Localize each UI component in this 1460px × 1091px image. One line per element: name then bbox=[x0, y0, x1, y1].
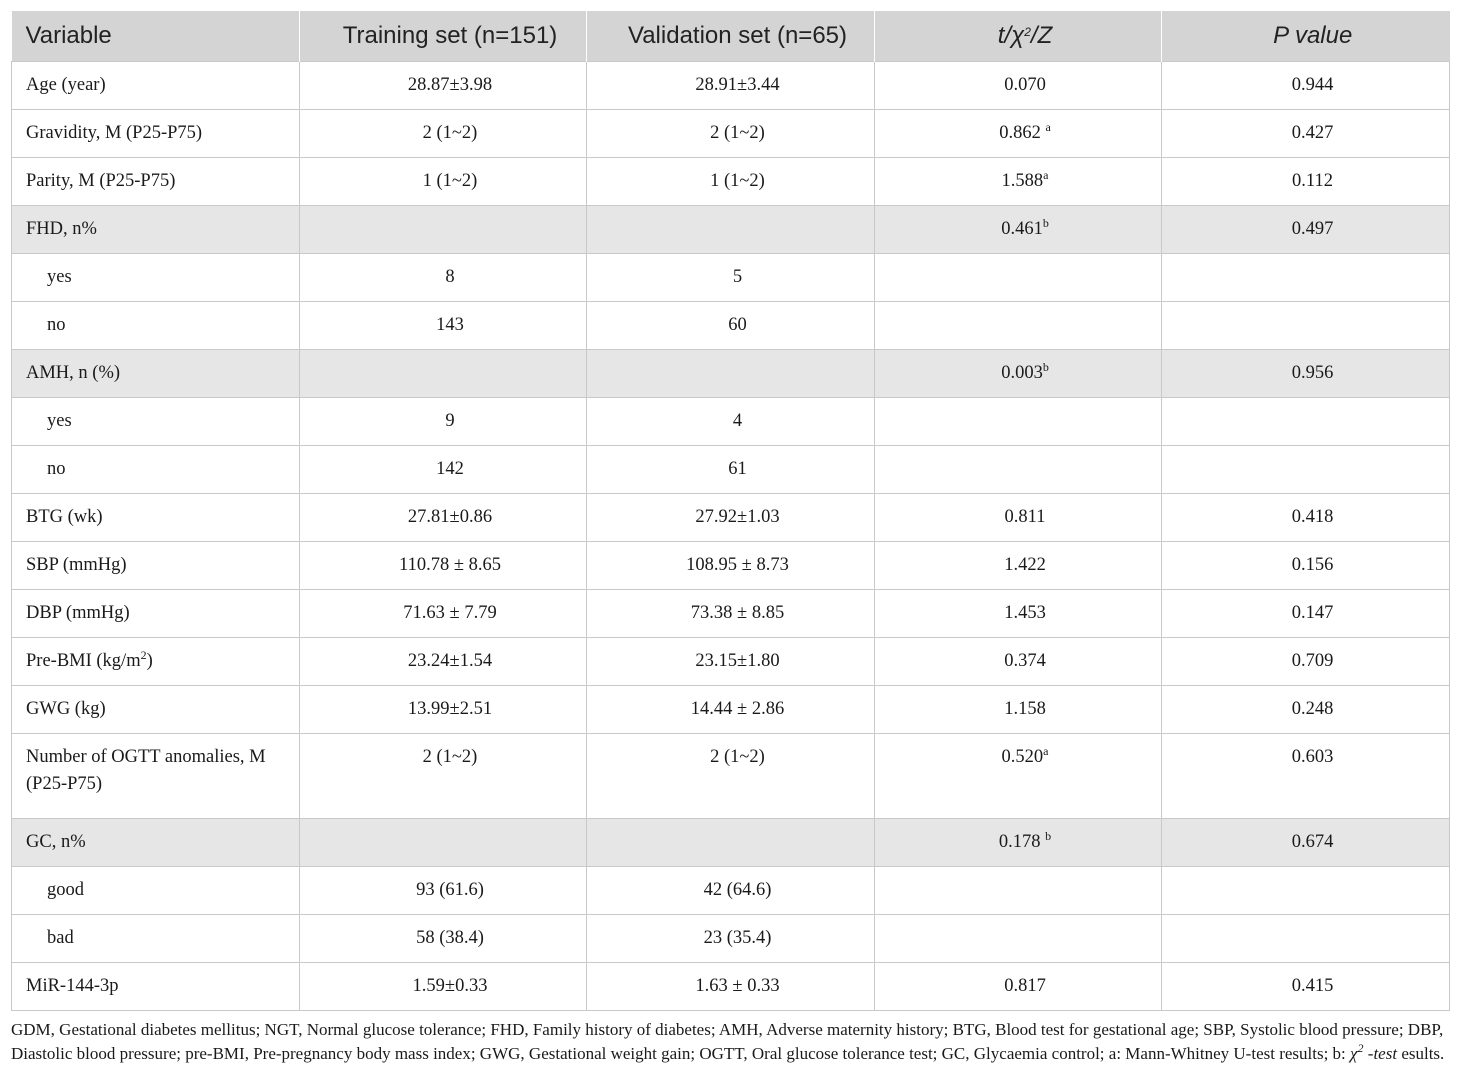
cell-test-statistic: 0.461$^b$ bbox=[875, 206, 1162, 254]
table-row bbox=[12, 542, 1450, 590]
table-row bbox=[12, 350, 1450, 398]
table-row bbox=[12, 206, 1450, 254]
cell-training-set: 27.81±0.86 bbox=[300, 494, 587, 542]
table-row bbox=[12, 686, 1450, 734]
header-validation-set: Validation set (n=65) bbox=[587, 11, 875, 62]
cell-training-set: 9 bbox=[300, 398, 587, 446]
cell-p-value: 0.156 bbox=[1162, 542, 1450, 590]
table-row bbox=[12, 398, 1450, 446]
cell-validation-set: 60 bbox=[587, 302, 875, 350]
cell-test-statistic: 0.003$^b$ bbox=[875, 350, 1162, 398]
cell-validation-set: 23 (35.4) bbox=[587, 915, 875, 963]
cell-p-value: 0.674 bbox=[1162, 819, 1450, 867]
table-row bbox=[12, 867, 1450, 915]
cell-training-set: 142 bbox=[300, 446, 587, 494]
cell-validation-set: 2 (1~2) bbox=[587, 734, 875, 819]
cell-training-set: 71.63 ± 7.79 bbox=[300, 590, 587, 638]
table-row bbox=[12, 915, 1450, 963]
cell-training-set: 1.59±0.33 bbox=[300, 963, 587, 1011]
cell-test-statistic bbox=[875, 302, 1162, 350]
cell-test-statistic: 0.817 bbox=[875, 963, 1162, 1011]
cell-p-value: 0.427 bbox=[1162, 110, 1450, 158]
cell-training-set: 8 bbox=[300, 254, 587, 302]
cell-p-value: 0.248 bbox=[1162, 686, 1450, 734]
cell-test-statistic: 1.158 bbox=[875, 686, 1162, 734]
table-header-row bbox=[12, 11, 1450, 62]
cell-p-value bbox=[1162, 446, 1450, 494]
cell-variable: yes bbox=[12, 398, 300, 446]
cell-variable: no bbox=[12, 302, 300, 350]
cell-test-statistic: 0.178 $^b$ bbox=[875, 819, 1162, 867]
cell-variable: Parity, M (P25-P75) bbox=[12, 158, 300, 206]
cell-validation-set: 2 (1~2) bbox=[587, 110, 875, 158]
cell-training-set: 28.87±3.98 bbox=[300, 62, 587, 110]
cell-test-statistic bbox=[875, 254, 1162, 302]
cell-training-set bbox=[300, 819, 587, 867]
cell-validation-set: 4 bbox=[587, 398, 875, 446]
cell-variable: yes bbox=[12, 254, 300, 302]
cell-validation-set: 28.91±3.44 bbox=[587, 62, 875, 110]
cell-test-statistic bbox=[875, 867, 1162, 915]
table-row bbox=[12, 302, 1450, 350]
cell-validation-set: 23.15±1.80 bbox=[587, 638, 875, 686]
cell-validation-set: 5 bbox=[587, 254, 875, 302]
cell-training-set: 23.24±1.54 bbox=[300, 638, 587, 686]
cell-variable: GC, n% bbox=[12, 819, 300, 867]
cell-variable: DBP (mmHg) bbox=[12, 590, 300, 638]
cell-training-set: 93 (61.6) bbox=[300, 867, 587, 915]
cell-test-statistic: 0.374 bbox=[875, 638, 1162, 686]
cell-variable: no bbox=[12, 446, 300, 494]
header-test-statistic: $t/\chi^2/Z$ bbox=[875, 11, 1162, 62]
header-variable: Variable bbox=[12, 11, 300, 62]
cell-training-set: 1 (1~2) bbox=[300, 158, 587, 206]
cell-training-set: 143 bbox=[300, 302, 587, 350]
cell-test-statistic: 1.588$^a$ bbox=[875, 158, 1162, 206]
header-p-value: P value bbox=[1162, 11, 1450, 62]
cell-variable: bad bbox=[12, 915, 300, 963]
cell-variable: GWG (kg) bbox=[12, 686, 300, 734]
cell-variable: BTG (wk) bbox=[12, 494, 300, 542]
cell-validation-set: 27.92±1.03 bbox=[587, 494, 875, 542]
cell-training-set: 58 (38.4) bbox=[300, 915, 587, 963]
cell-variable: AMH, n (%) bbox=[12, 350, 300, 398]
cell-test-statistic: 1.422 bbox=[875, 542, 1162, 590]
cell-test-statistic bbox=[875, 446, 1162, 494]
cell-test-statistic bbox=[875, 915, 1162, 963]
cell-p-value bbox=[1162, 915, 1450, 963]
table-row bbox=[12, 734, 1450, 819]
cell-p-value: 0.709 bbox=[1162, 638, 1450, 686]
cell-training-set bbox=[300, 206, 587, 254]
cell-validation-set bbox=[587, 819, 875, 867]
cell-test-statistic: 0.811 bbox=[875, 494, 1162, 542]
table-row bbox=[12, 446, 1450, 494]
table-row bbox=[12, 963, 1450, 1011]
table-container bbox=[11, 11, 1449, 1066]
cell-validation-set: 108.95 ± 8.73 bbox=[587, 542, 875, 590]
cell-p-value: 0.418 bbox=[1162, 494, 1450, 542]
cell-p-value: 0.956 bbox=[1162, 350, 1450, 398]
cell-p-value: 0.497 bbox=[1162, 206, 1450, 254]
cell-validation-set: 42 (64.6) bbox=[587, 867, 875, 915]
cell-validation-set bbox=[587, 206, 875, 254]
cell-training-set: 2 (1~2) bbox=[300, 734, 587, 819]
table-row bbox=[12, 254, 1450, 302]
cell-validation-set bbox=[587, 350, 875, 398]
cell-variable: Pre-BMI $(kg/m^2)$ bbox=[12, 638, 300, 686]
table-row bbox=[12, 494, 1450, 542]
cell-test-statistic: 0.070 bbox=[875, 62, 1162, 110]
cell-p-value bbox=[1162, 398, 1450, 446]
cell-variable: FHD, n% bbox=[12, 206, 300, 254]
cell-validation-set: 73.38 ± 8.85 bbox=[587, 590, 875, 638]
cell-test-statistic bbox=[875, 398, 1162, 446]
table-footnote: GDM, Gestational diabetes mellitus; NGT, Normal glucose tolerance; FHD, Family history of diabetes; AMH, Adverse maternity history; BTG, Blood test for gestational age; SBP, Systolic blood pressure; DBP, Diastolic blood pressure; pre-BMI, Pre-pregnancy body mass index; GWG, Gestational weight gain; OGTT, Oral glucose tolerance test; GC, Glycaemia control; a: Mann-Whitney U-test results; b: $\chi^2$ -test esults. bbox=[11, 1020, 1445, 1063]
table-row bbox=[12, 158, 1450, 206]
cell-p-value: 0.112 bbox=[1162, 158, 1450, 206]
cell-p-value bbox=[1162, 302, 1450, 350]
cell-variable: Number of OGTT anomalies, M (P25-P75) bbox=[12, 734, 300, 819]
header-training-set: Training set (n=151) bbox=[300, 11, 587, 62]
table-row bbox=[12, 110, 1450, 158]
table-row bbox=[12, 638, 1450, 686]
baseline-characteristics-table bbox=[11, 11, 1450, 1011]
cell-p-value: 0.415 bbox=[1162, 963, 1450, 1011]
cell-variable: good bbox=[12, 867, 300, 915]
cell-test-statistic: 0.862 $^a$ bbox=[875, 110, 1162, 158]
cell-training-set: 13.99±2.51 bbox=[300, 686, 587, 734]
cell-validation-set: 14.44 ± 2.86 bbox=[587, 686, 875, 734]
table-row bbox=[12, 590, 1450, 638]
cell-p-value: 0.944 bbox=[1162, 62, 1450, 110]
cell-test-statistic: 1.453 bbox=[875, 590, 1162, 638]
cell-variable: MiR-144-3p bbox=[12, 963, 300, 1011]
cell-p-value bbox=[1162, 254, 1450, 302]
cell-training-set bbox=[300, 350, 587, 398]
cell-test-statistic: 0.520$^a$ bbox=[875, 734, 1162, 819]
cell-validation-set: 1 (1~2) bbox=[587, 158, 875, 206]
cell-training-set: 2 (1~2) bbox=[300, 110, 587, 158]
cell-validation-set: 61 bbox=[587, 446, 875, 494]
cell-training-set: 110.78 ± 8.65 bbox=[300, 542, 587, 590]
cell-p-value bbox=[1162, 867, 1450, 915]
table-row bbox=[12, 62, 1450, 110]
cell-p-value: 0.147 bbox=[1162, 590, 1450, 638]
cell-p-value: 0.603 bbox=[1162, 734, 1450, 819]
cell-validation-set: 1.63 ± 0.33 bbox=[587, 963, 875, 1011]
cell-variable: Gravidity, M (P25-P75) bbox=[12, 110, 300, 158]
cell-variable: SBP (mmHg) bbox=[12, 542, 300, 590]
cell-variable: Age (year) bbox=[12, 62, 300, 110]
table-row bbox=[12, 819, 1450, 867]
